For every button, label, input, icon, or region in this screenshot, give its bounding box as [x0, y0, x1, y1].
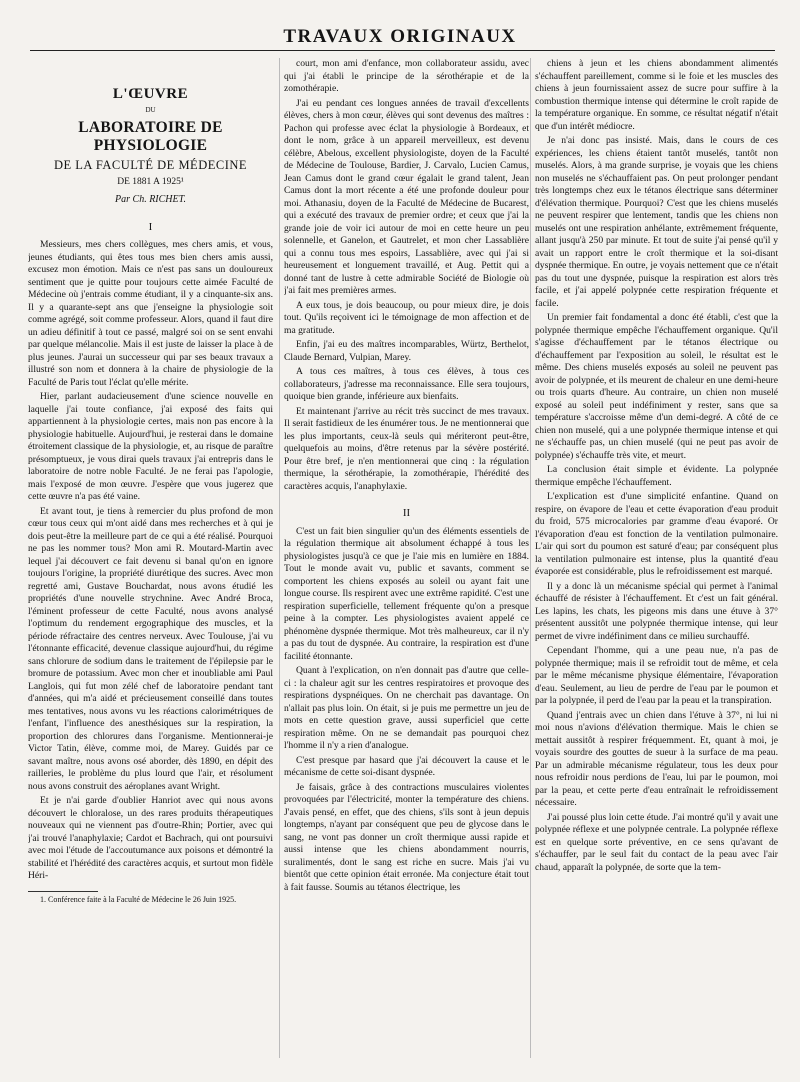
paragraph: A eux tous, je dois beaucoup, ou pour mieux dire, je dois tout. Qu'ils reçoivent ici le témoignage de mon affection et de ma gratitude.: [284, 299, 529, 336]
paragraph: Et avant tout, je tiens à remercier du plus profond de mon cœur tous ceux qui m'ont aidé dans mes recherches et à qui je dois peut-être la meilleure part de ce qui a été réalisé. Pourquoi ne pas les nommer tous? Mon ami R. Moutard-Martin avec lequel j'ai découvert ce fait devenu si banal qu'on en ignore toujours l'origine, la propriété diurétique des sucres. Avec mon regretté ami, Gustave Bouchardat, nous avons étudié les propriétés d'une nouvelle strychnine. Avec André Broca, l'éminent professeur de cette Faculté, nous avons analysé l'optimum du rendement ergographique des muscles, et la période réfractaire des centres nerveux. Avec Toulouse, j'ai vu l'étonnante efficacité, devenue classique aujourd'hui, du régime sans chlorure de sodium dans le traitement de l'épilepsie par le bromure de potassium. Avec mon cher et inoubliable ami Paul Langlois, qui fut mon zélé chef de laboratoire pendant tant d'années, qui m'a aidé et précieusement conseillé dans toutes mes tentatives, nous avons vu les réactions calorimétriques de l'enfant, l'influence des anesthésiques sur la respiration, la proportion des chlorures dans l'organisme. Mentionnerai-je Victor Tatin, élève, comme moi, de Marey. Guidés par ce savant maître, nous avons osé aborder, dès 1890, en dépit des railleries, le problème du plus lourd que l'air, et résolument nous avons construit des aéroplanes avant Wright.: [28, 505, 273, 792]
column-separator: [279, 58, 280, 1058]
title-du: DU: [145, 105, 156, 114]
paragraph: Quand j'entrais avec un chien dans l'étuve à 37°, ni lui ni moi nous n'avions d'élévation thermique. Mais le chien se mettait aussitôt à respirer fréquemment. Et, quant à moi, je voyais sourdre des gouttes de sueur à la surface de ma peau. Par un admirable mécanisme régulateur, tous les deux pour nous refroidir nous perdions de l'eau, lui par le poumon, moi par la peau, et cette perte d'eau entraînait le refroidissement nécessaire.: [535, 709, 778, 808]
column-1: [28, 70, 273, 1060]
title-faculte: DE LA FACULTÉ DE MÉDECINE: [53, 158, 248, 172]
title-dates: DE 1881 A 1925¹: [117, 176, 184, 187]
paragraph: Quant à l'explication, on n'en donnait pas d'autre que celle-ci : la chaleur agit sur les centres respiratoires et provoque des respirations dyspnéiques. On ne cherchait pas davantage. On n'allait pas plus loin. On était, si je puis me permettre un jeu de mots en cette question grave, aussi superficiel que cette respiration même. On ne se demandait pas pourquoi chez l'homme il n'y a rien d'analogue.: [284, 665, 529, 751]
paragraph: C'est presque par hasard que j'ai découvert la cause et le mécanisme de cette soi-disant dyspnée.: [284, 754, 529, 778]
paragraph: Il y a donc là un mécanisme spécial qui permet à l'animal échauffé de résister à l'échauffement. Et c'est un fait général. Les lapins, les chats, les pigeons mis dans une étuve à 37° présentent aussitôt une polypnée thermique intense, qui leur permet de vivre indéfiniment dans ce milieu surchauffé.: [535, 580, 778, 642]
section-heading: II: [402, 507, 411, 519]
paragraph: Messieurs, mes chers collègues, mes chers amis, et vous, jeunes étudiants, qui êtes tous mes bien chers amis aussi, excusez mon émotion. Mais ce n'est pas sans un douloureux sentiment que je quitte pour toujours cette aimée Faculté de Médecine où j'entrais comme étudiant, il y a cinquante-six ans. Il y a quarante-sept ans que j'enseigne la physiologie soit comme agrégé, soit comme professeur. Alors, quand il faut dire un adieu définitif à tout ce passé, malgré soi on se sent envahi par quelque mélancolie. Mais il est juste de laisser la place à de plus jeunes. J'aurai un successeur qui par ses beaux travaux a illustré son nom et donnera à la chaire de physiologie de la Faculté de Paris tout l'éclat qu'elle mérite.: [28, 239, 273, 388]
footnote-rule: [28, 891, 98, 892]
paragraph: Je n'ai donc pas insisté. Mais, dans le cours de ces expériences, les chiens étaient tantôt muselés, tantôt non muselés. Alors, à ma grande surprise, je voyais que les chiens non muselés ne s'échauffaient pas. On peut prolonger pendant très longtemps chez eux le tétanos électrique sans déterminer d'élévation thermique. Pourquoi? C'est que les chiens muselés ne peuvent respirer que lentement, tandis que les chiens non muselés ont une respiration anhélante, extrêmement fréquente, allant jusqu'à 250 par minute. Et tout de suite j'ai pensé qu'il y avait un rapport entre le croît thermique et la soi-disant dyspnée thermique. En outre, je voyais nettement que ce n'était pas du tout une dyspnée, puisque la respiration est alors très facile, et j'ai appelé polypnée cette respiration fréquente et facile.: [535, 135, 778, 309]
column-3: [535, 58, 778, 1060]
running-head: TRAVAUX ORIGINAUX: [283, 26, 517, 47]
section-heading: I: [148, 220, 153, 233]
column-separator: [530, 58, 531, 1058]
paragraph: Un premier fait fondamental a donc été établi, c'est que la polypnée thermique empêche l'échauffement organique. Qu'il s'agisse d'échauffement par le tétanos électrique ou d'échauffement par l'exposition au soleil, le résultat est le même. Des chiens muselés exposés au soleil ne peuvent pas avoir de polypnée, et ils meurent de chaleur en une demi-heure ou trois quarts d'heure. Au contraire, un chien non muselé exposé au soleil peut indéfiniment y rester, sans que sa température s'accroisse même d'un demi-degré. A côté de ce chien non muselé, qui a une polypnée thermique intense et qui ne s'échauffe pas, un chien muselé (qui ne peut pas avoir de polypnée) s'échauffe très vite, et meurt.: [535, 312, 778, 461]
paragraph: C'est un fait bien singulier qu'un des éléments essentiels de la régulation thermique ait absolument échappé à tous les physiologistes jusqu'à ce que je l'aie mis en lumière en 1884. Tout le monde avait vu, public et savants, comment se comportent les chiens exposés au soleil ou ayant fait une longue course. Ils respirent avec une extrême rapidité. C'est une respiration superficielle, tellement fréquente qu'on a presque peine à la compter. Les physiologistes avaient appelé ce phénomène dyspnée thermique. Mot très malheureux, car il n'y a pas du tout de dyspnée. Au contraire, la respiration est d'une facilité étonnante.: [284, 525, 529, 662]
footnote: 1. Conférence faite à la Faculté de Médecine le 26 Juin 1925.: [40, 894, 237, 904]
paragraph: court, mon ami d'enfance, mon collaborateur assidu, avec qui j'ai établi le principe de la sérothérapie et de la zomothérapie.: [284, 58, 529, 94]
paragraph: J'ai poussé plus loin cette étude. J'ai montré qu'il y avait une polypnée réflexe et une polypnée centrale. La polypnée réflexe est en quelque sorte préventive, en ce sens qu'avant de s'échauffer, par le seul fait du contact de la peau avec l'air chaud, apparaît la polypnée, de sorte que la tem-: [535, 811, 778, 873]
paragraph: A tous ces maîtres, à tous ces élèves, à tous ces collaborateurs, j'adresse ma reconnaissance. Elle sera toujours, quoique bien grande, inférieure aux bienfaits.: [284, 366, 529, 402]
paragraph: La conclusion était simple et évidente. La polypnée thermique empêche l'échauffement.: [535, 464, 778, 488]
paragraph: chiens à jeun et les chiens abondamment alimentés s'échauffent pareillement, comme si le foie et les muscles des chiens à jeun fournissaient assez de sucre pour suffire à la combustion thermique intense qui détermine le croît rapide de la température organique. En somme, ce résultat négatif n'était que d'un intérêt médiocre.: [535, 58, 778, 132]
paragraph: Enfin, j'ai eu des maîtres incomparables, Würtz, Berthelot, Claude Bernard, Vulpian, Marey.: [284, 339, 529, 363]
title-laboratoire: LABORATOIRE DE PHYSIOLOGIE: [78, 119, 223, 154]
paragraph: Cependant l'homme, qui a une peau nue, n'a pas de polypnée thermique; mais il se refroidit tout de même, et cela par le même mécanisme physique élémentaire, l'évaporation d'eau. Seulement, au lieu de perdre de l'eau par le poumon et par la polypnée, il perd de l'eau par la peau et la transpiration.: [535, 645, 778, 706]
author-line: Par Ch. RICHET.: [115, 194, 186, 205]
paragraph: Je faisais, grâce à des contractions musculaires violentes provoquées par l'électricité, monter la température des chiens. J'avais pensé, en effet, que des chiens, s'ils sont à jeun depuis longtemps, n'ayant par conséquent que peu de glycose dans le sang, ne vont pas donner un croît thermique aussi rapide et aussi intense que les chiens abondamment nourris, suralimentés, dont le sang est riche en sucre. Mais j'ai vu bientôt que cette opinion était erronée. Ma conjecture était tout à fait fausse. Soumis au tétanos électrique, les: [284, 781, 529, 893]
title-oeuvre: L'ŒUVRE: [112, 86, 189, 102]
paragraph: Et maintenant j'arrive au récit très succinct de mes travaux. Il serait fastidieux de les énumérer tous. Je ne mentionnerai que les plus importants, ceux-là seuls qui mériteront peut-être, quelquefois au moins, d'être retenus par la sévère postérité. Pour être bref, je n'en mentionnerai que cinq : la régulation thermique, la sérothérapie, la zomothérapie, l'hérédité des caractères acquis, l'anaphylaxie.: [284, 405, 529, 492]
column-2: [284, 58, 529, 1060]
paragraph: J'ai eu pendant ces longues années de travail d'excellents élèves, chers à mon cœur, élèves qui sont devenus des maîtres : Pachon qui professe avec éclat la physiologie à Bordeaux, et dont le nom, grâce à un appareil merveilleux, est devenu célèbre, Abelous, excellent physiologiste, doyen de la Faculté de Médecine de Toulouse, Bardier, J. Carvalo, Lucien Camus, Jean Camus dont le grand cœur égalait le grand talent, Jean Camus dont la mort récente a été une profonde douleur pour moi. Athanasiu, doyen de la Faculté de Médecine de Bucarest, qui a exécuté des travaux de premier ordre; et ceux que j'ai la grande joie de voir ici autour de moi en cette heure un peu solennelle, et Ganelon, et Gautrelet, et mon cher Lassablière qui a connu tous mes espoirs, Lassablière, avec qui j'ai si heureusement et longuement travaillé, et Aug. Pettit qui a donné tant de lustre à cette admirable Société de Biologie où j'ai fait mes premières armes.: [284, 97, 529, 296]
paragraph: L'explication est d'une simplicité enfantine. Quand on respire, on évapore de l'eau et cette évaporation d'eau produit du froid, 575 microcalories par gramme d'eau évaporé. Or l'évaporation d'eau est fonction de la ventilation pulmonaire. L'air qui sort du poumon est saturé d'eau; par conséquent plus la ventilation pulmonaire est intense, plus la quantité d'eau évaporée est considérable, plus le refroidissement est marqué.: [535, 491, 778, 577]
paragraph: Hier, parlant audacieusement d'une science nouvelle en laquelle j'ai toute confiance, j'ai exposé des faits qui appartiennent à la physiologie certes, mais non pas encore à la physiologie habituelle. Aujourd'hui, je resterai dans le domaine étroitement classique de la physiologie, et, au risque de paraître présomptueux, je vous dirai quels travaux j'ai entrepris dans le laboratoire de notre noble Faculté. Je ne ferai pas l'apologie, mais l'exposé de mon œuvre. J'espère que vous jugerez que cette œuvre n'a pas été vaine.: [28, 391, 273, 502]
header-rule: [30, 50, 775, 51]
paragraph: Et je n'ai garde d'oublier Hanriot avec qui nous avons découvert le chloralose, un des rares produits thérapeutiques nouveaux qui ne viennent pas d'outre-Rhin; Portier, avec qui j'ai trouvé l'anaphylaxie; Cardot et Bachrach, qui ont poursuivi avec moi l'étude de l'accoutumance aux poisons et démontré la stabilité et l'hérédité des caractères acquis, et surtout mon fidèle Héri-: [28, 795, 273, 881]
